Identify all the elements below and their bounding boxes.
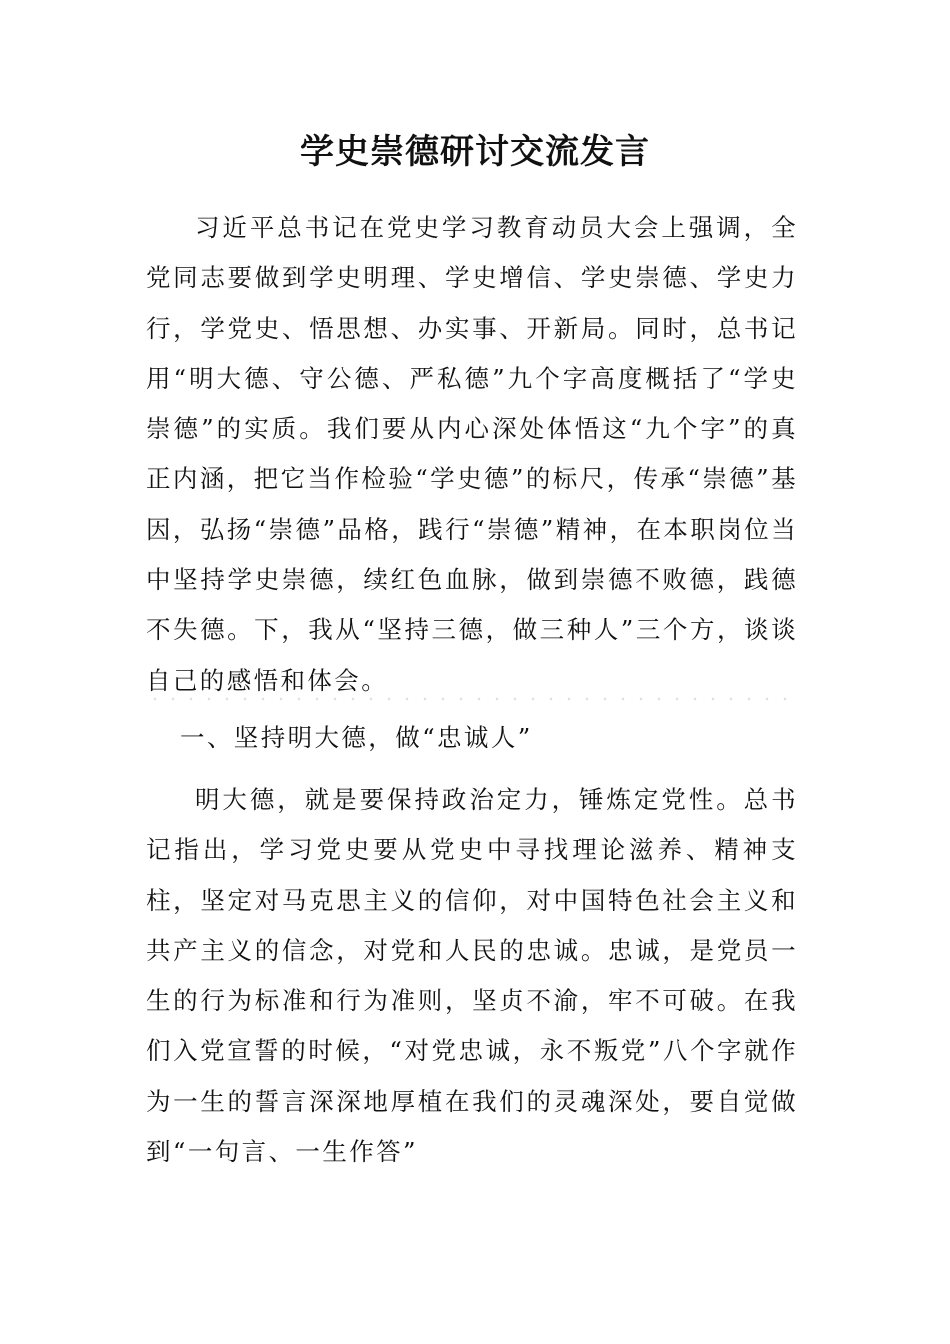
scan-artifact-divider (146, 697, 798, 701)
intro-paragraph: 习近平总书记在党史学习教育动员大会上强调，全党同志要做到学史明理、学史增信、学史崇德、学史力行，学党史、悟思想、办实事、开新局。同时，总书记用“明大德、守公德、严私德”九个字高度概括了“学史崇德”的实质。我们要从内心深处体悟这“九个字”的真正内涵，把它当作检验“学史德”的标尺，传承“崇德”基因，弘扬“崇德”品格，践行“崇德”精神，在本职岗位当中坚持学史崇德，续红色血脉，做到崇德不败德，践德不失德。下，我从“坚持三德，做三种人”三个方，谈谈自己的感悟和体会。 (146, 213, 798, 695)
section-1-paragraph: 明大德，就是要保持政治定力，锤炼定党性。总书记指出，学习党史要从党史中寻找理论滋养、精神支柱，坚定对马克思主义的信仰，对中国特色社会主义和共产主义的信念，对党和人民的忠诚。忠诚，是党员一生的行为标准和行为准则，坚贞不渝，牢不可破。在我们入党宣誓的时候，“对党忠诚，永不叛党”八个字就作为一生的誓言深深地厚植在我们的灵魂深处，要自觉做到“一句言、一生作答” (146, 785, 798, 1167)
section-heading-1: 一、坚持明大德，做“忠诚人” (180, 723, 533, 752)
document-title: 学史崇德研讨交流发言 (300, 132, 650, 172)
